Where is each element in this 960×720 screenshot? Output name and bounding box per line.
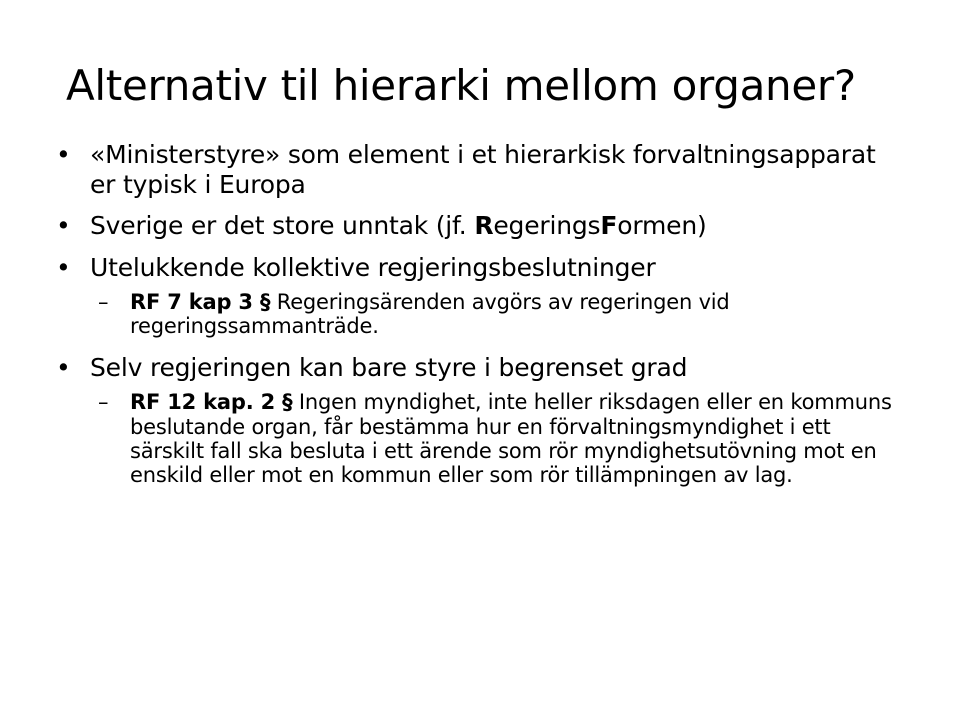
bullet-icon: •	[56, 211, 71, 240]
slide-title: Alternativ til hierarki mellom organer?	[66, 61, 856, 110]
bullet-sverige	[56, 211, 906, 241]
slide-content	[56, 140, 906, 502]
subbullet-rf12	[56, 390, 906, 487]
law-reference: RF 7 kap 3 §	[130, 290, 271, 314]
bullet-text-pre: Sverige er det store unntak (jf.	[90, 211, 475, 240]
bullet-text: «Ministerstyre» som element i et hierarkisk forvaltningsapparat er typisk i Europa	[90, 140, 876, 199]
bullet-icon: •	[56, 252, 71, 282]
bullet-text: Selv regjeringen kan bare styre i begrenset grad	[90, 352, 688, 382]
bullet-ministerstyre	[56, 140, 906, 199]
bullet-text: Utelukkende kollektive regjeringsbeslutninger	[90, 252, 656, 282]
bold-letter-r: R	[474, 211, 494, 240]
subbullet-rf7	[56, 290, 906, 339]
bullet-text-post: ormen)	[617, 211, 707, 240]
bullet-kollektive	[56, 253, 906, 283]
bold-letter-f: F	[600, 211, 618, 240]
subbullet-text: Regeringsärenden avgörs av regeringen vid regeringssammanträde.	[130, 290, 730, 339]
subbullet-text: Ingen myndighet, inte heller riksdagen eller en kommuns beslutande organ, får bestämma hur en förvaltningsmyndighet i ett särskilt fall ska besluta i ett ärende som rör myndighetsutövning mot en enskild eller mot en kommun eller som rör tillämpningen av lag.	[130, 390, 892, 488]
bullet-begrenset	[56, 353, 906, 383]
dash-icon: –	[98, 290, 109, 314]
bullet-icon: •	[56, 140, 71, 169]
bullet-icon: •	[56, 352, 71, 382]
bullet-text-mid: egerings	[493, 211, 601, 240]
law-reference: RF 12 kap. 2 §	[130, 390, 293, 415]
dash-icon: –	[98, 390, 109, 415]
